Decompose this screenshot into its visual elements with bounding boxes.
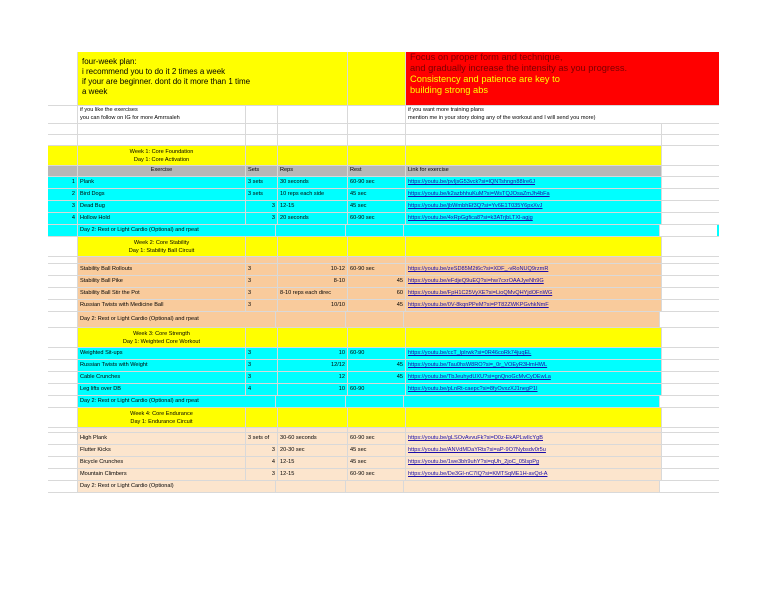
sets-cell[interactable]: 3: [246, 201, 278, 212]
sets-cell[interactable]: 3: [246, 445, 278, 456]
cell[interactable]: [48, 288, 78, 299]
rest-cell[interactable]: 45 sec: [348, 457, 406, 468]
exercise-link[interactable]: https://youtu.be/jbWmbhEf3Q?si=Yv6E1T035Y6pxXvJ: [406, 201, 662, 212]
training-line: mention me in your story doing any of the workout and I will send you more): [408, 115, 596, 121]
cell[interactable]: [48, 408, 78, 427]
rest-extra: 45: [396, 278, 403, 284]
cell[interactable]: [278, 124, 348, 134]
cell[interactable]: [662, 257, 719, 263]
cell[interactable]: [662, 135, 719, 145]
reps-cell[interactable]: 12-15: [278, 469, 348, 480]
cell[interactable]: [662, 201, 719, 212]
cell[interactable]: [662, 213, 719, 224]
cell[interactable]: [48, 481, 78, 492]
focus-line: and gradually increase the intensity as you progress.: [410, 63, 628, 73]
header-rest[interactable]: Rest: [348, 166, 406, 176]
cell[interactable]: [348, 124, 406, 134]
blank-row: [48, 124, 719, 135]
cell[interactable]: [278, 237, 348, 256]
cell[interactable]: [246, 106, 278, 123]
exercise-cell[interactable]: High Plank: [78, 433, 246, 444]
reps-cell[interactable]: 30 seconds: [278, 177, 348, 188]
rest-cell[interactable]: [348, 372, 406, 383]
sets-cell[interactable]: 3 sets: [246, 177, 278, 188]
table-row: [48, 177, 719, 189]
rest-day-cell[interactable]: Day 2: Rest or Light Cardio (Optional): [78, 481, 276, 492]
cell[interactable]: [662, 177, 719, 188]
cell[interactable]: [48, 457, 78, 468]
cell[interactable]: [48, 360, 78, 371]
cell[interactable]: [348, 428, 406, 432]
focus-line: building strong abs: [410, 85, 489, 95]
cell[interactable]: [662, 288, 719, 299]
rest-day-row: [48, 396, 719, 408]
reps-cell[interactable]: 20-30 sec: [278, 445, 348, 456]
cell[interactable]: [278, 257, 348, 263]
cell[interactable]: [404, 481, 660, 492]
table-row: [48, 276, 719, 288]
rest-extra: 45: [396, 362, 403, 368]
table-row: [48, 360, 719, 372]
reps-cell[interactable]: 12/12: [278, 360, 348, 371]
row-number[interactable]: 4: [48, 213, 78, 224]
cell[interactable]: [348, 257, 406, 263]
cell[interactable]: [48, 396, 78, 407]
plan-note[interactable]: [78, 52, 348, 105]
table-row: [48, 445, 719, 457]
reps-cell[interactable]: 10: [278, 384, 348, 395]
sets-cell[interactable]: 3: [246, 288, 278, 299]
cell[interactable]: [278, 408, 348, 427]
plan-line: four-week plan:: [82, 57, 137, 66]
cell[interactable]: [662, 428, 719, 432]
day-title: Day 1: Weighted Core Workout: [122, 339, 201, 345]
sets-cell[interactable]: 3: [246, 372, 278, 383]
reps-cell[interactable]: 8-10 reps each direc: [278, 288, 348, 299]
rest-cell[interactable]: 45 sec: [348, 189, 406, 200]
cell[interactable]: [246, 428, 278, 432]
spreadsheet: [48, 52, 719, 493]
sets-cell[interactable]: 3 sets of: [246, 433, 278, 444]
cell[interactable]: [276, 396, 346, 407]
rest-day-row: [48, 481, 719, 493]
exercise-cell[interactable]: Hollow Hold: [78, 213, 246, 224]
exercise-link[interactable]: https://youtu.be/zeSD85M2t6c?si=XDF_-vRoNUQ9rzmR: [406, 264, 662, 275]
reps-cell[interactable]: 8-10: [278, 276, 348, 287]
exercise-link[interactable]: https://youtu.be/1we3bh9uhY?si=qUh_2joC_05lspPg: [406, 457, 662, 468]
sets-cell[interactable]: 4: [246, 457, 278, 468]
cell[interactable]: [78, 257, 246, 263]
header-exercise[interactable]: Exercise: [78, 166, 246, 176]
rest-cell[interactable]: 45 sec: [348, 445, 406, 456]
cell[interactable]: [48, 328, 78, 347]
exercise-link[interactable]: https://youtu.be/gLSOvAvvuFk?si=D0z-EkAPLwIlcYgB: [406, 433, 662, 444]
week3-title[interactable]: [78, 328, 246, 347]
exercise-cell[interactable]: Stability Ball Pike: [78, 276, 246, 287]
column-headers: [48, 166, 719, 177]
training-line: if you want more training plans: [408, 107, 484, 113]
cell[interactable]: [346, 312, 404, 327]
reps-cell[interactable]: 12-15: [278, 457, 348, 468]
rest-text: 60-90 sec: [350, 266, 375, 272]
rest-cell[interactable]: 60-90 sec: [348, 433, 406, 444]
sets-cell[interactable]: 3: [246, 469, 278, 480]
sets-cell[interactable]: 3: [246, 276, 278, 287]
table-row: [48, 288, 719, 300]
sets-cell[interactable]: 3: [246, 264, 278, 275]
reps-cell[interactable]: 10: [278, 348, 348, 359]
blank-row: [48, 135, 719, 146]
rest-extra: 45: [396, 374, 403, 380]
cell[interactable]: [662, 348, 719, 359]
exercise-link[interactable]: https://youtu.be/Tau0hsW8RO?si=_0r_VOEyR3HmHWL: [406, 360, 662, 371]
cell[interactable]: [406, 428, 662, 432]
week4-header: [48, 408, 719, 428]
cell[interactable]: [406, 237, 662, 256]
exercise-link[interactable]: https://youtu.be/ANVdMDaYRts?si=aP-9O7Nybsdv0r5u: [406, 445, 662, 456]
table-row: [48, 201, 719, 213]
exercise-link[interactable]: https://youtu.be/4xRpGgfica8?si=k3ATrjbLTXl-agjg: [406, 213, 662, 224]
exercise-link[interactable]: https://youtu.be/eFdjeQ9uEQ?si=hw7cxrOAAJyeNh9G: [406, 276, 662, 287]
cell[interactable]: [278, 328, 348, 347]
cell[interactable]: [246, 328, 278, 347]
cell[interactable]: [48, 124, 78, 134]
rest-text: 60-90: [350, 386, 365, 392]
cell[interactable]: [246, 257, 278, 263]
focus-note[interactable]: [406, 52, 719, 105]
rest-extra: 45: [396, 302, 403, 308]
cell[interactable]: [278, 106, 348, 123]
cell[interactable]: [662, 328, 719, 347]
cell[interactable]: [278, 428, 348, 432]
cell[interactable]: [246, 146, 278, 165]
table-row: [48, 264, 719, 276]
rest-day-row: [48, 312, 719, 328]
cell[interactable]: [348, 328, 406, 347]
exercise-link[interactable]: https://youtu.be/pvIjsG53vck?si=lQNTshngn88Ire6J: [406, 177, 662, 188]
week-title: Week 1: Core Foundation: [129, 149, 194, 155]
row-number[interactable]: 3: [48, 201, 78, 212]
exercise-link[interactable]: https://youtu.be/FpH1C25VyXE?si=LioQMvQHYjdOFnWG: [406, 288, 662, 299]
rest-cell[interactable]: 60-90 sec: [348, 213, 406, 224]
cell[interactable]: [406, 146, 662, 165]
reps-cell[interactable]: 30-60 seconds: [278, 433, 348, 444]
cell[interactable]: [48, 469, 78, 480]
cell[interactable]: [48, 276, 78, 287]
table-row: [48, 433, 719, 445]
exercise-cell[interactable]: Russian Twists with Weight: [78, 360, 246, 371]
cell[interactable]: [48, 237, 78, 256]
cell[interactable]: [404, 312, 660, 327]
exercise-cell[interactable]: Mountain Climbers: [78, 469, 246, 480]
cell[interactable]: [346, 225, 404, 236]
notes-row: [48, 52, 719, 106]
rest-day-cell[interactable]: Day 2: Rest or Light Cardio (Optional) and rpeat: [78, 312, 276, 327]
sets-cell[interactable]: 3: [246, 300, 278, 311]
sets-cell[interactable]: 3: [246, 360, 278, 371]
cell[interactable]: [48, 384, 78, 395]
focus-line: Focus on proper form and technique,: [410, 52, 563, 62]
week-title: Week 4: Core Endurance: [130, 411, 193, 417]
reps-cell[interactable]: 10 reps each side: [278, 189, 348, 200]
cell[interactable]: [48, 348, 78, 359]
cell[interactable]: [406, 257, 662, 263]
reps-cell[interactable]: 10/10: [278, 300, 348, 311]
training-note[interactable]: [406, 106, 719, 123]
exercise-cell[interactable]: Plank: [78, 177, 246, 188]
row-number[interactable]: 2: [48, 189, 78, 200]
exercise-cell[interactable]: Bird Dogs: [78, 189, 246, 200]
cell[interactable]: [662, 360, 719, 371]
cell[interactable]: [48, 135, 78, 145]
exercise-cell[interactable]: Russian Twists with Medicine Ball: [78, 300, 246, 311]
cell[interactable]: [48, 106, 78, 123]
cell[interactable]: [404, 396, 660, 407]
ig-row: [48, 106, 719, 124]
cell[interactable]: [660, 481, 717, 492]
cell[interactable]: [348, 146, 406, 165]
exercise-link[interactable]: https://youtu.be/k2azbhhuKuM?si=WsTQJOsaZmJh4bFa: [406, 189, 662, 200]
sets-cell[interactable]: 3: [246, 348, 278, 359]
exercise-cell[interactable]: Stability Ball Rollouts: [78, 264, 246, 275]
cell[interactable]: [662, 445, 719, 456]
cell[interactable]: [662, 124, 719, 134]
exercise-link[interactable]: https://youtu.be/ccT_lplrwk?si=0R46coRk74juqEL: [406, 348, 662, 359]
day-title: Day 1: Core Activation: [133, 157, 190, 163]
cell[interactable]: [78, 124, 246, 134]
cell[interactable]: [48, 264, 78, 275]
exercise-cell[interactable]: Flutter Kicks: [78, 445, 246, 456]
cell[interactable]: [246, 135, 278, 145]
rest-cell[interactable]: [348, 348, 406, 359]
cell[interactable]: [348, 106, 406, 123]
cell[interactable]: [406, 408, 662, 427]
exercise-cell[interactable]: Cable Crunches: [78, 372, 246, 383]
cell[interactable]: [246, 408, 278, 427]
ig-line: if you like the exercises: [80, 107, 138, 113]
day-title: Day 1: Stability Ball Circuit: [128, 248, 195, 254]
cell[interactable]: [662, 237, 719, 256]
cell[interactable]: [406, 135, 662, 145]
rest-cell[interactable]: [348, 288, 406, 299]
cell[interactable]: [48, 433, 78, 444]
cell[interactable]: [48, 300, 78, 311]
cell[interactable]: [48, 52, 78, 105]
exercise-cell[interactable]: Bicycle Crunches: [78, 457, 246, 468]
rest-text: 60-90: [350, 350, 365, 356]
exercise-link[interactable]: https://youtu.be/TbJeuhydUXU?si=gnQnoGcMvCyDEwLa: [406, 372, 662, 383]
cell[interactable]: [246, 237, 278, 256]
exercise-cell[interactable]: Leg lifts over DB: [78, 384, 246, 395]
rest-cell[interactable]: [348, 300, 406, 311]
sets-cell[interactable]: 4: [246, 384, 278, 395]
cell[interactable]: [348, 408, 406, 427]
cell[interactable]: [246, 124, 278, 134]
plan-line: a week: [82, 87, 108, 96]
row-number[interactable]: 1: [48, 177, 78, 188]
spacer-row: [48, 257, 719, 264]
table-row: [48, 213, 719, 225]
cell[interactable]: [348, 237, 406, 256]
day-title: Day 1: Endurance Circuit: [130, 419, 193, 425]
rest-cell[interactable]: 60-90 sec: [348, 469, 406, 480]
rest-cell[interactable]: [348, 264, 406, 275]
cell[interactable]: [660, 396, 717, 407]
cell[interactable]: [348, 135, 406, 145]
cell[interactable]: [48, 312, 78, 327]
ig-note[interactable]: [78, 106, 246, 123]
cell[interactable]: [48, 445, 78, 456]
plan-line: if your are beginner. dont do it more than 1 time: [82, 77, 251, 86]
cell[interactable]: [346, 396, 404, 407]
week2-header: [48, 237, 719, 257]
cell[interactable]: [662, 408, 719, 427]
table-row: [48, 372, 719, 384]
cell[interactable]: [662, 384, 719, 395]
cell[interactable]: [278, 135, 348, 145]
cell[interactable]: [662, 264, 719, 275]
reps-cell[interactable]: 12: [278, 372, 348, 383]
table-row: [48, 348, 719, 360]
cell[interactable]: [406, 328, 662, 347]
cell[interactable]: [662, 166, 719, 176]
cell[interactable]: [48, 257, 78, 263]
cell[interactable]: [278, 146, 348, 165]
rest-day-cell[interactable]: Day 2: Rest or Light Cardio (Optional) and rpeat: [78, 225, 276, 236]
header-link[interactable]: Link for exercise: [406, 166, 662, 176]
exercise-cell[interactable]: Dead Bug: [78, 201, 246, 212]
table-row: [48, 384, 719, 396]
exercise-cell[interactable]: Stability Ball Stir the Pot: [78, 288, 246, 299]
cell[interactable]: [404, 225, 660, 236]
rest-cell[interactable]: 45 sec: [348, 201, 406, 212]
cell[interactable]: [662, 146, 719, 165]
reps-cell[interactable]: 20 seconds: [278, 213, 348, 224]
table-row: [48, 469, 719, 481]
table-row: [48, 189, 719, 201]
table-row: [48, 300, 719, 312]
plan-line: i recommend you to do it 2 times a week: [82, 67, 226, 76]
week2-title[interactable]: [78, 237, 246, 256]
cell[interactable]: [406, 124, 662, 134]
cell[interactable]: [662, 189, 719, 200]
cell[interactable]: [78, 428, 246, 432]
cell[interactable]: [48, 225, 78, 236]
cell[interactable]: [48, 146, 78, 165]
week4-title[interactable]: [78, 408, 246, 427]
rest-extra: 60: [396, 290, 403, 296]
cell[interactable]: [660, 225, 717, 236]
cell[interactable]: [78, 135, 246, 145]
cell[interactable]: [348, 52, 406, 105]
rest-cell[interactable]: [348, 276, 406, 287]
header-sets[interactable]: Sets: [246, 166, 278, 176]
week-title: Week 2: Core Stability: [133, 240, 190, 246]
week1-title[interactable]: [78, 146, 246, 165]
cell[interactable]: [662, 433, 719, 444]
cell[interactable]: [48, 166, 78, 176]
cell[interactable]: [662, 457, 719, 468]
week3-header: [48, 328, 719, 348]
cell[interactable]: [276, 225, 346, 236]
ig-line: you can follow on IG for more Amrrsaleh: [80, 115, 180, 121]
exercise-link[interactable]: https://youtu.be/De3GI-nC7IQ?si=KMTSqME1H-avQd-A: [406, 469, 662, 480]
rest-cell[interactable]: [348, 384, 406, 395]
reps-cell[interactable]: 12-15: [278, 201, 348, 212]
table-row: [48, 457, 719, 469]
rest-day-cell[interactable]: Day 2: Rest or Light Cardio (Optional) and rpeat: [78, 396, 276, 407]
focus-line: Consistency and patience are key to: [410, 74, 560, 84]
rest-cell[interactable]: [348, 360, 406, 371]
cell[interactable]: [276, 481, 346, 492]
exercise-cell[interactable]: Weighted Sit-ups: [78, 348, 246, 359]
header-reps[interactable]: Reps: [278, 166, 348, 176]
sets-cell[interactable]: 3: [246, 213, 278, 224]
cell[interactable]: [662, 469, 719, 480]
cell[interactable]: [662, 276, 719, 287]
cell[interactable]: [276, 312, 346, 327]
week-title: Week 3: Core Strength: [133, 331, 190, 337]
rest-cell[interactable]: 60-90 sec: [348, 177, 406, 188]
cell[interactable]: [48, 428, 78, 432]
sets-cell[interactable]: 3 sets: [246, 189, 278, 200]
week1-header: [48, 146, 719, 166]
cell[interactable]: [662, 372, 719, 383]
exercise-link[interactable]: https://youtu.be/pLnRt-caepc?si=8fyOvxzXJ1negP1I: [406, 384, 662, 395]
cell[interactable]: [662, 300, 719, 311]
cell[interactable]: [660, 312, 717, 327]
cell[interactable]: [48, 372, 78, 383]
reps-cell[interactable]: 10-12: [278, 264, 348, 275]
rest-day-row: [48, 225, 719, 237]
cell[interactable]: [346, 481, 404, 492]
exercise-link[interactable]: https://youtu.be/0V-8kqnPPeM?si=PT82ZWKPGvhkNmF: [406, 300, 662, 311]
